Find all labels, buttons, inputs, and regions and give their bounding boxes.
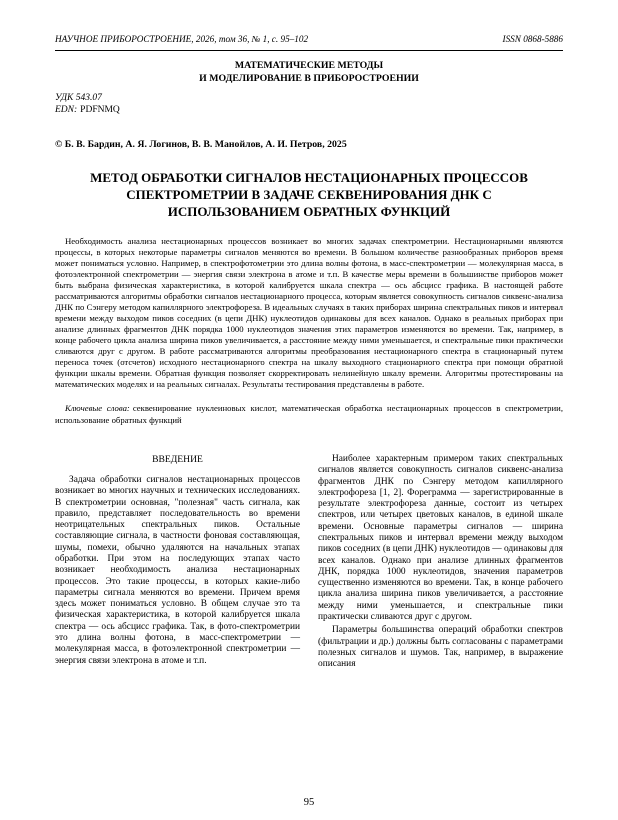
left-column — [55, 454, 300, 670]
left-column-paragraph: Задача обработки сигналов нестационарных процессов возникает во многих научных и технических исследованиях. В спектрометрии основная, "полезная" часть сигнала, как правило, представляет последовательность во времени неотрицательных спектральных пиков. Остальные составляющие сигнала, в частности фоновая составляющая, шумы, помехи, обычно удаляются на начальных этапах обработки. При этом на последующих этапах часто возникает необходимость анализа нестационарных процессов. Это такие процессы, в которых какие-либо параметры сигнала меняются во времени. Причем время здесь может пониматься условно. В общем случае это та физическая характеристика, в которой калибруется шкала спектра — ось абсцисс графика. Так, в фото-спектрометрии это длина волны фотона, в масс-спектрометрии — молекулярная масса, в фотоэлектронной спектрометрии — энергия связи электрона в атоме и т.п. — [55, 475, 300, 666]
section-heading — [55, 60, 563, 85]
body-columns — [55, 454, 563, 670]
introduction-heading: ВВЕДЕНИЕ — [152, 454, 203, 466]
edn-value: PDFNMQ — [80, 105, 120, 116]
issn: ISSN 0868-5886 — [502, 34, 563, 44]
running-head — [55, 34, 563, 44]
keywords-block — [55, 403, 563, 426]
page-number: 95 — [303, 797, 315, 808]
edn-label: EDN: — [55, 105, 78, 116]
authors-copyright-line: © Б. В. Бардин, А. Я. Логинов, В. В. Манойлов, А. И. Петров, 2025 — [55, 139, 347, 151]
abstract-text: Необходимость анализа нестационарных процессов возникает во многих задачах спектрометрии. Нестационарными являются процессы, в которых некоторые параметры сигналов меняются во времени. В большом количестве разнообразных приборов время может пониматься условно. Например, в спектрофотометрии это длина волны фотона, в масс-спектрометрии — молекулярная масса, в фотоэлектронной спектрометрии — энергия связи электрона в атоме и т.п. В качестве меры времени в большинстве приборов может быть выбрана физическая характеристика, в которой калибруется шкала спектра — ось абсцисс графика. В настоящей работе рассматриваются алгоритмы обработки сигналов нестационарного процесса, которым является совокупность сигналов сиквенс-анализа ДНК по Сэнгеру методом капиллярного электрофореза. В идеальных случаях в таких приборах ширина спектральных пиков и интервал времени между выходом пиков соседних (в цепи ДНК) нуклеотидов одинаковы для всех каналов. Однако в реальных приборах при анализе длинных фрагментов ДНК порядка 1000 нуклеотидов значения этих параметров изменяются во времени. Так, например, в конце рабочего цикла анализа ширина пиков увеличивается, а расстояние между ними уменьшается, и спектральные пики практически сливаются друг с другом. В работе рассматриваются алгоритмы преобразования нестационарного спектра в стационарный путем переноса точек (отсчетов) исходного нестационарного спектра на шкалу выходного стационарного спектра при помощи обратной функции шкалы времени. Обратная функция позволяет скорректировать нелинейную шкалу времени. Алгоритмы протестированы на математических моделях и на реальных сигналах. Результаты тестирования представлены в работе. — [55, 235, 563, 390]
article-title: МЕТОД ОБРАБОТКИ СИГНАЛОВ НЕСТАЦИОНАРНЫХ ПРОЦЕССОВ СПЕКТРОМЕТРИИ В ЗАДАЧЕ СЕКВЕНИРОВАНИЯ ДНК С ИСПОЛЬЗОВАНИЕМ ОБРАТНЫХ ФУНКЦИЙ — [90, 170, 528, 219]
section-heading-line2: И МОДЕЛИРОВАНИЕ В ПРИБОРОСТРОЕНИИ — [199, 72, 419, 84]
right-column — [318, 454, 563, 670]
journal-citation: НАУЧНОЕ ПРИБОРОСТРОЕНИЕ, 2026, том 36, № 1, с. 95–102 — [55, 34, 309, 44]
keywords-text: секвенирование нуклеиновых кислот, математическая обработка нестационарных процессов в спектрометрии, использование обратных функций — [55, 403, 563, 425]
edn-line — [55, 105, 563, 115]
keywords-label: Ключевые слова: — [65, 403, 130, 414]
header-divider — [55, 50, 563, 51]
right-column-paragraph-2: Параметры большинства операций обработки спектров (фильтрации и др.) должны быть согласованы с параметрами полезных сигналов и шумов. Так, например, в выражение описания — [318, 625, 563, 670]
section-heading-line1: МАТЕМАТИЧЕСКИЕ МЕТОДЫ — [234, 60, 384, 71]
udk-code: УДК 543.07 — [55, 93, 102, 104]
right-column-paragraph-1: Наиболее характерным примером таких спектральных сигналов является совокупность сигналов сиквенс-анализа фрагментов ДНК по Сэнгеру методом капиллярного электрофореза [1, 2]. Фореграмма — зарегистрированные в результате электрофореза данные, состоит из четырех спектров, или четырех цветовых каналов, в единой шкале времени. Основные параметры сигналов — ширина спектральных пиков и интервал времени между выходом пиков соседних (в цепи ДНК) нуклеотидов — одинаковы для всех каналов. Однако при анализе длинных фрагментов ДНК, порядка 1000 нуклеотидов, значения параметров существенно изменяются во времени. Так, в конце рабочего цикла анализа ширина пиков увеличивается, а расстояние между ними уменьшается, и спектральные пики практически сливаются друг с другом. — [318, 454, 563, 622]
